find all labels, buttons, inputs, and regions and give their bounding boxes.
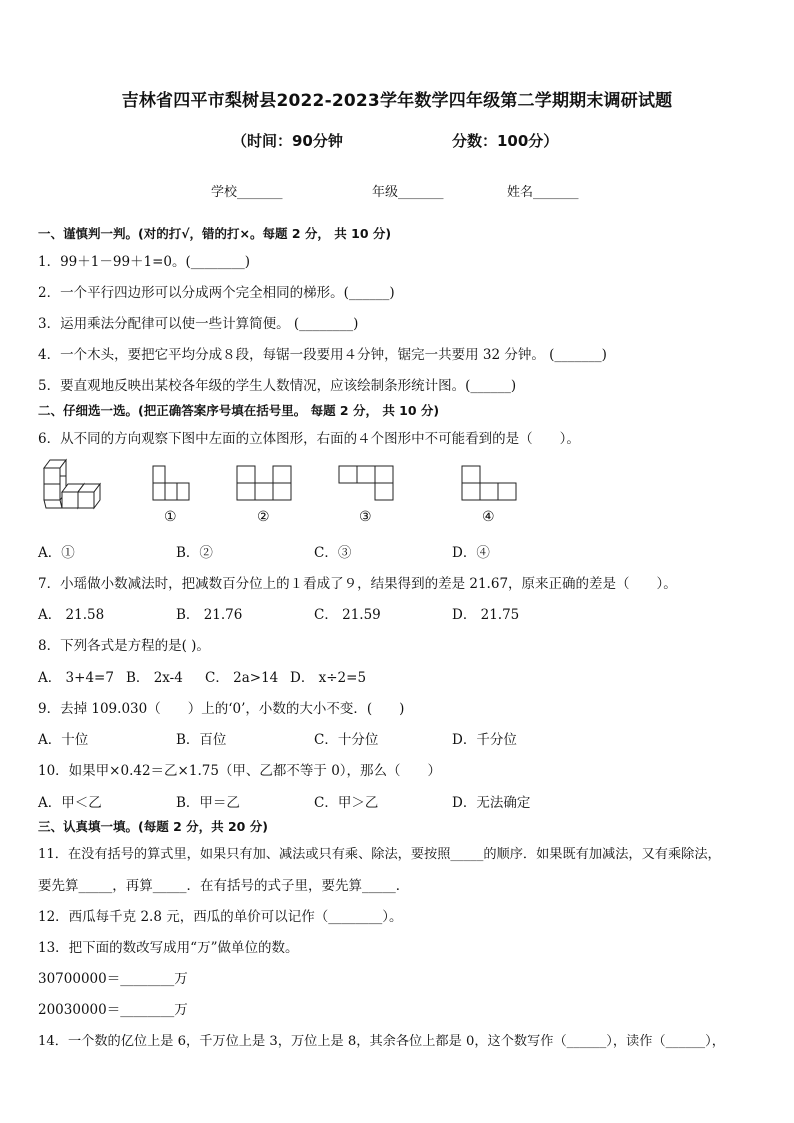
question-4: 4．一个木头，要把它平均分成８段，每锯一段要用４分钟，锯完一共要用 32 分钟。 (_______) — [38, 347, 607, 363]
exam-score: 分数：100分） — [452, 132, 559, 150]
question-1: 1．99＋1－99＋1=0。(________) — [38, 254, 251, 270]
view-figure-2 — [236, 463, 296, 503]
q7-option-a[interactable]: A． 21.58 — [38, 607, 105, 623]
question-10: 10．如果甲×0.42＝乙×1.75（甲、乙都不等于 0），那么（ ） — [38, 763, 442, 779]
q8-option-c[interactable]: C． 2a>14 — [205, 670, 279, 686]
question-8: 8．下列各式是方程的是( )。 — [38, 638, 210, 654]
q9-option-b[interactable]: B．百位 — [176, 732, 227, 748]
question-3: 3．运用乘法分配律可以使一些计算简便。 (________) — [38, 316, 359, 332]
school-field[interactable]: 学校_______ — [211, 185, 283, 200]
q10-option-a[interactable]: A．甲＜乙 — [38, 795, 102, 811]
name-field[interactable]: 姓名_______ — [507, 185, 579, 200]
figure-label-1: ① — [164, 509, 177, 525]
question-14: 14．一个数的亿位上是 6，千万位上是 3，万位上是 8，其余各位上都是 0，这个数写作（______），读作（______）， — [38, 1034, 725, 1049]
q8-option-a[interactable]: A． 3+4=7 — [38, 670, 114, 686]
q10-option-b[interactable]: B．甲＝乙 — [176, 795, 240, 811]
q8-option-b[interactable]: B． 2x-4 — [126, 670, 183, 686]
q9-option-c[interactable]: C．十分位 — [314, 732, 379, 748]
section2-header: 二、仔细选一选。(把正确答案序号填在括号里。 每题 2 分， 共 10 分) — [38, 403, 440, 418]
cube-solid-figure — [40, 456, 112, 512]
question-2: 2．一个平行四边形可以分成两个完全相同的梯形。(______) — [38, 285, 395, 301]
question-6: 6．从不同的方向观察下图中左面的立体图形，右面的４个图形中不可能看到的是（ ）。 — [38, 431, 580, 447]
grade-field[interactable]: 年级_______ — [372, 185, 444, 200]
view-figure-3 — [338, 463, 398, 503]
figure-label-4: ④ — [482, 509, 495, 525]
section3-header: 三、认真填一填。(每题 2 分，共 20 分) — [38, 819, 268, 834]
question-13: 13．把下面的数改写成用“万”做单位的数。 — [38, 940, 299, 956]
page-title: 吉林省四平市梨树县2022-2023学年数学四年级第二学期期末调研试题 — [121, 91, 673, 111]
view-figure-1 — [152, 463, 192, 503]
view-figure-4 — [461, 463, 521, 503]
question-11-line2: 要先算_____，再算_____．在有括号的式子里，要先算_____． — [38, 878, 410, 894]
q6-option-b[interactable]: B．② — [176, 545, 213, 561]
q9-option-a[interactable]: A．十位 — [38, 732, 89, 748]
q6-option-a[interactable]: A．① — [38, 545, 75, 561]
question-11-line1: 11．在没有括号的算式里，如果只有加、减法或只有乘、除法，要按照_____的顺序．如果既有加减法，又有乘除法， — [38, 847, 721, 862]
q7-option-c[interactable]: C． 21.59 — [314, 607, 381, 623]
q10-option-c[interactable]: C．甲＞乙 — [314, 795, 379, 811]
question-13-a: 30700000＝________万 — [38, 971, 188, 987]
q6-option-c[interactable]: C．③ — [314, 545, 352, 561]
q8-option-d[interactable]: D． x÷2=5 — [290, 670, 367, 686]
question-7: 7．小瑶做小数减法时，把减数百分位上的１看成了９，结果得到的差是 21.67，原来正确的差是（ ）。 — [38, 576, 677, 592]
q7-option-b[interactable]: B． 21.76 — [176, 607, 243, 623]
q6-option-d[interactable]: D．④ — [452, 545, 490, 561]
figure-label-2: ② — [257, 509, 270, 525]
q7-option-d[interactable]: D． 21.75 — [452, 607, 520, 623]
question-9: 9．去掉 109.030（ ）上的‘0’，小数的大小不变．( ) — [38, 701, 405, 717]
figure-label-3: ③ — [359, 509, 372, 525]
section1-header: 一、谨慎判一判。(对的打√，错的打×。每题 2 分， 共 10 分) — [38, 226, 392, 241]
question-13-b: 20030000＝________万 — [38, 1002, 188, 1018]
question-12: 12．西瓜每千克 2.8 元，西瓜的单价可以记作（________）。 — [38, 909, 403, 925]
question-5: 5．要直观地反映出某校各年级的学生人数情况，应该绘制条形统计图。(______) — [38, 378, 517, 394]
exam-time: （时间：90分钟 — [232, 132, 343, 150]
q9-option-d[interactable]: D．千分位 — [452, 732, 517, 748]
q10-option-d[interactable]: D．无法确定 — [452, 795, 531, 811]
